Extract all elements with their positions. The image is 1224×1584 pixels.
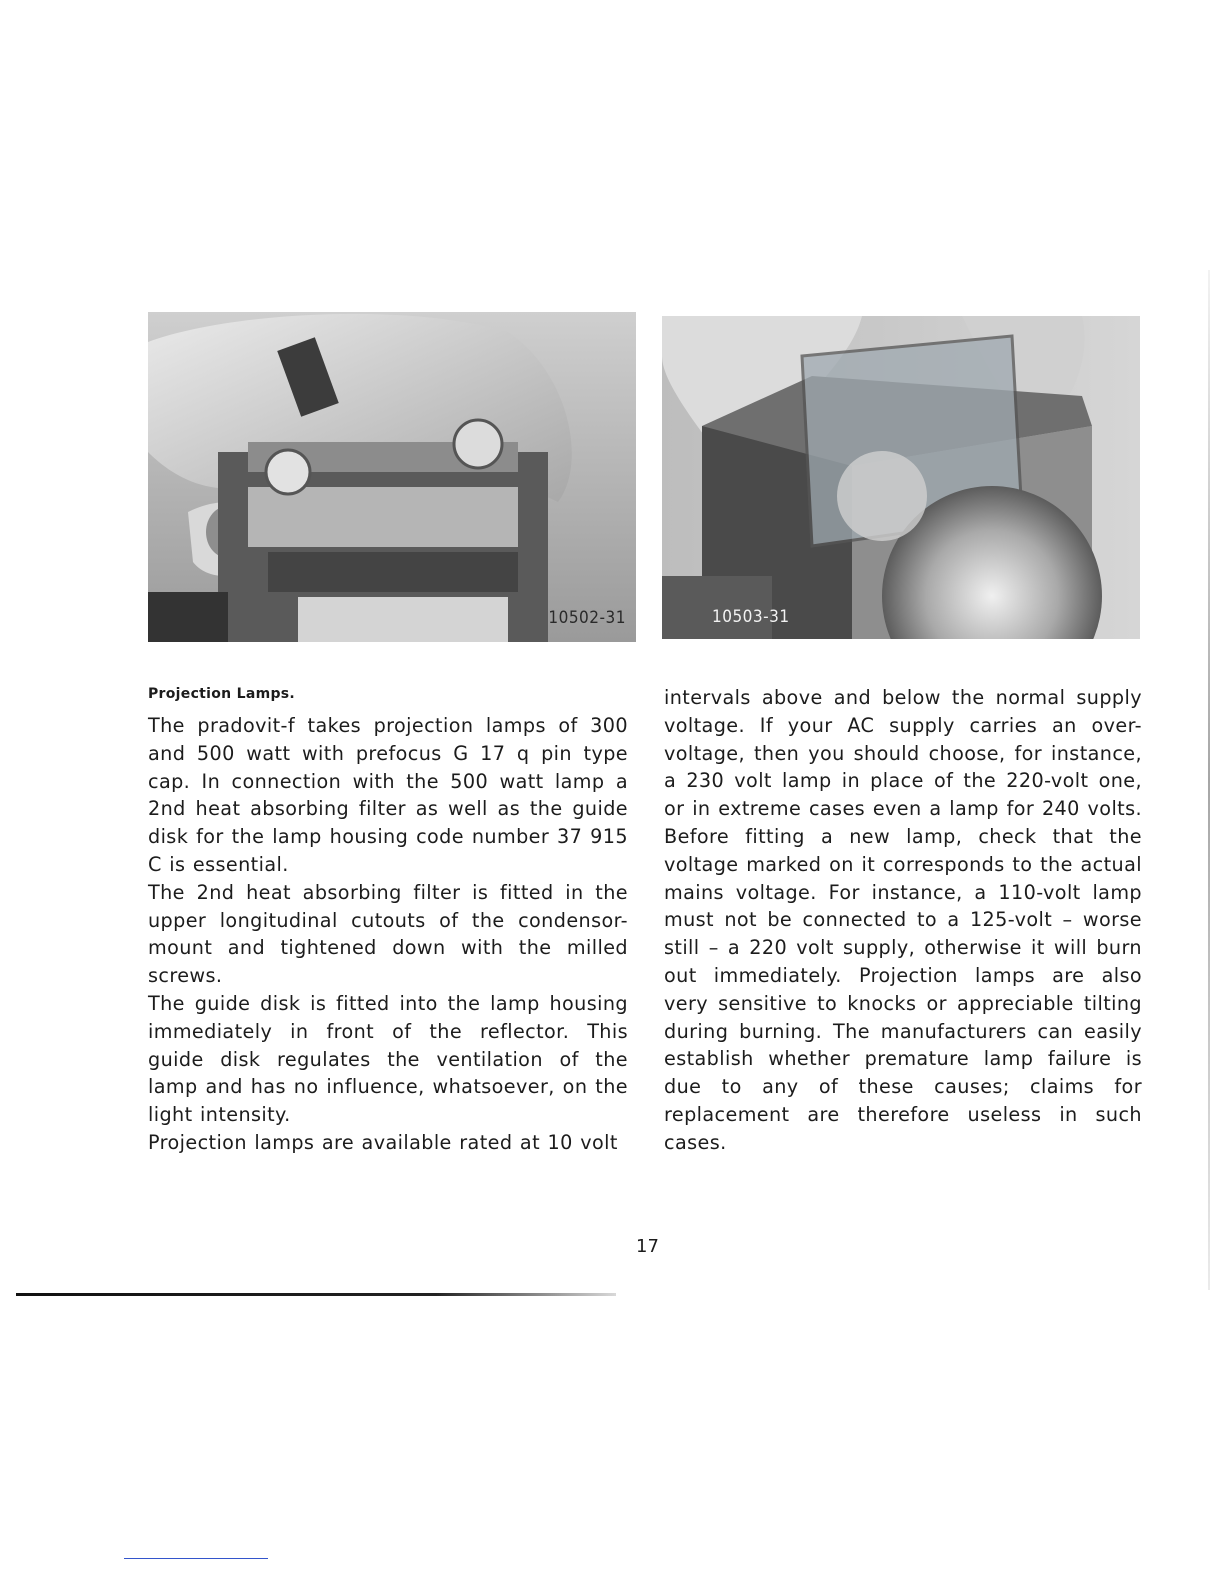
- paragraph: Projection lamps are available rated at 10 volt: [148, 1130, 618, 1154]
- figure-code-label: 10503-31: [712, 607, 790, 627]
- paragraph: The guide disk is fitted into the lamp housing immediately in front of the reflector. This guide disk regulates the ventilation of the lamp and has no influence, whatsoever, on the light intensity.: [148, 991, 628, 1127]
- photo-right-illustration: [662, 316, 1140, 639]
- page-edge-shadow: [1208, 270, 1210, 1290]
- photo-lamp-housing-filter: [148, 312, 636, 642]
- scan-edge-line: [124, 1558, 268, 1559]
- section-heading: Projection Lamps.: [148, 686, 296, 702]
- photo-filter-insertion: [662, 316, 1140, 639]
- page-number: 17: [636, 1236, 659, 1257]
- bottom-rule-divider: [16, 1293, 616, 1296]
- text-column-left: [148, 684, 628, 1157]
- paragraph: The 2nd heat absorbing filter is fitted in the upper longitudinal cutouts of the condensor-mount and tightened down with the milled screws.: [148, 880, 628, 988]
- paragraph: intervals above and below the normal supply voltage. If your AC supply carries an over-voltage, then you should choose, for instance, a 230 volt lamp in place of the 220-volt one, or in extreme cases even a lamp for 240 volts. Before fitting a new lamp, check that the voltage marked on it corresponds to the actual mains voltage. For instance, a 110-volt lamp must not be connected to a 125-volt – worse still – a 220 volt supply, otherwise it will burn out immediately. Projection lamps are also very sensitive to knocks or appreciable tilting during burning. The manufacturers can easily establish whether premature lamp failure is due to any of these causes; claims for replacement are therefore useless in such cases.: [664, 686, 1142, 1154]
- paragraph: The pradovit-f takes projection lamps of 300 and 500 watt with prefocus G 17 q pin type cap. In connection with the 500 watt lamp a 2nd heat absorbing filter as well as the guide disk for the lamp housing code number 37 915 C is essential.: [148, 714, 628, 876]
- text-column-right: [664, 684, 1142, 1157]
- figure-code-label: 10502-31: [548, 608, 626, 628]
- photo-left-illustration: [148, 312, 636, 642]
